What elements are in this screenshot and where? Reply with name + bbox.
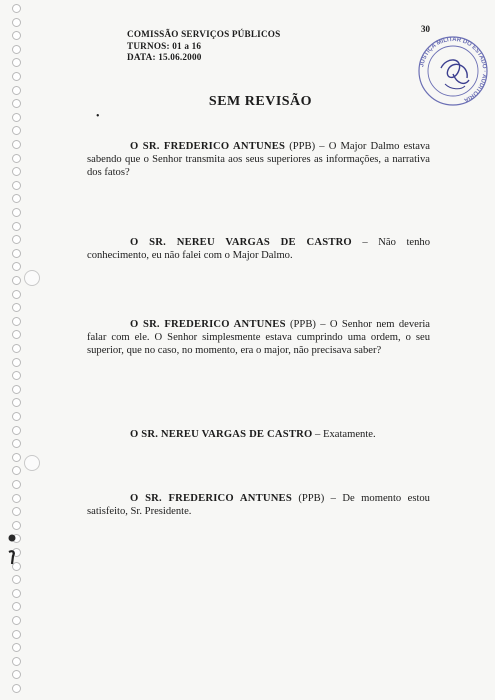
binder-hole — [12, 439, 21, 448]
binder-hole — [12, 670, 21, 679]
transcript-paragraph-1 — [87, 140, 430, 180]
binder-hole — [12, 262, 21, 271]
binder-hole — [12, 194, 21, 203]
binder-hole — [12, 330, 21, 339]
header-turns: TURNOS: 01 a 16 — [127, 40, 202, 51]
binder-hole — [12, 72, 21, 81]
speech-text: (PPB) – De momento estou satisfeito, Sr. Presidente. — [87, 493, 430, 518]
transcript-paragraph-4 — [87, 428, 430, 441]
binder-hole — [12, 181, 21, 190]
binder-hole — [12, 412, 21, 421]
page-title: SEM REVISÃO — [208, 94, 313, 109]
document-header — [127, 29, 280, 64]
transcript-paragraph-2 — [87, 236, 430, 262]
binder-hole — [12, 684, 21, 693]
binder-hole — [12, 630, 21, 639]
speech-text: – Exatamente. — [312, 429, 376, 440]
speech-text: (PPB) – O Major Dalmo estava sabendo que o Senhor transmita aos seus superiores as informações, a narrativa dos fatos? — [87, 141, 430, 179]
binder-hole — [12, 657, 21, 666]
binder-hole — [12, 521, 21, 530]
binder-hole — [12, 371, 21, 380]
binder-hole — [12, 167, 21, 176]
binder-hole — [12, 616, 21, 625]
binder-hole — [12, 208, 21, 217]
binder-hole — [12, 140, 21, 149]
speaker-name: O SR. FREDERICO ANTUNES — [130, 141, 286, 152]
margin-ink-marks — [0, 530, 24, 590]
binder-hole — [12, 290, 21, 299]
binder-hole — [12, 4, 21, 13]
binder-ring-hole — [24, 455, 40, 471]
binder-hole — [12, 154, 21, 163]
binder-hole — [12, 602, 21, 611]
svg-text:JUSTIÇA MILITAR DO ESTADO · AU: JUSTIÇA MILITAR DO ESTADO · AUDITORIA — [419, 36, 488, 103]
binder-hole — [12, 453, 21, 462]
page-number: 30 — [421, 24, 430, 34]
binder-hole — [12, 494, 21, 503]
speech-text: (PPB) – O Senhor nem deveria falar com ele. O Senhor simplesmente estava cumprindo uma ordem, o seu superior, que no caso, no momento, era o major, não precisava saber? — [87, 319, 430, 357]
header-date: DATA: 15.06.2000 — [127, 52, 202, 62]
speaker-name: O SR. FREDERICO ANTUNES — [130, 493, 292, 504]
header-committee: COMISSÃO SERVIÇOS PÚBLICOS — [127, 29, 281, 39]
binder-hole — [12, 589, 21, 598]
binder-hole — [12, 249, 21, 258]
binder-hole — [12, 303, 21, 312]
binder-hole — [12, 45, 21, 54]
speaker-name: O SR. NEREU VARGAS DE CASTRO — [130, 429, 313, 440]
binder-hole — [12, 58, 21, 67]
transcript-paragraph-3 — [87, 318, 430, 358]
binder-hole — [12, 235, 21, 244]
speaker-name: O SR. NEREU VARGAS DE CASTRO — [130, 237, 352, 248]
stray-mark: • — [96, 111, 100, 122]
speech-text: – Não tenho conhecimento, eu não falei com o Major Dalmo. — [87, 237, 430, 262]
binder-hole — [12, 507, 21, 516]
binder-ring-hole — [24, 270, 40, 286]
binder-hole — [12, 426, 21, 435]
binder-hole — [12, 344, 21, 353]
binder-hole — [12, 385, 21, 394]
binder-hole — [12, 643, 21, 652]
binder-hole — [12, 18, 21, 27]
binder-hole — [12, 398, 21, 407]
binder-hole — [12, 466, 21, 475]
binder-hole — [12, 113, 21, 122]
speaker-name: O SR. FREDERICO ANTUNES — [130, 319, 286, 330]
binder-hole — [12, 276, 21, 285]
binder-hole — [12, 126, 21, 135]
transcript-paragraph-5 — [87, 492, 430, 518]
binder-hole — [12, 480, 21, 489]
binder-hole — [12, 222, 21, 231]
binder-hole — [12, 31, 21, 40]
binder-hole — [12, 317, 21, 326]
binder-hole — [12, 358, 21, 367]
